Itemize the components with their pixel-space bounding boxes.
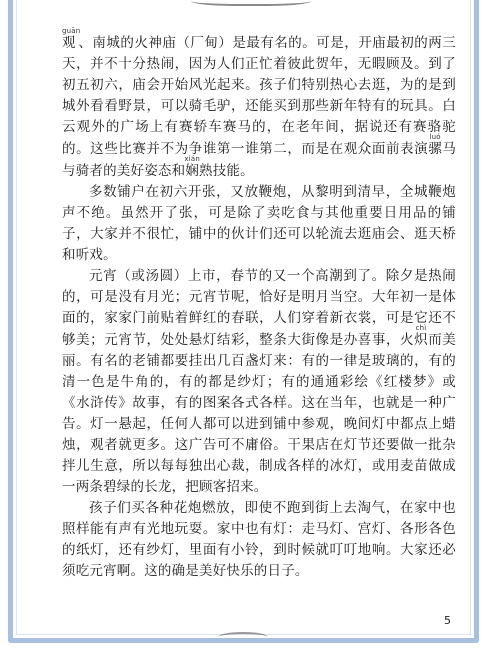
paragraph [62, 266, 456, 498]
paragraph [62, 182, 456, 266]
ruby-base: 娴 [184, 163, 200, 179]
ruby-base: 炽 [414, 332, 429, 348]
pinyin: chì [414, 324, 428, 332]
pinyin: luó [428, 133, 442, 141]
text-run: 熟技能。 [199, 163, 254, 179]
pinyin-annotated-char [62, 27, 81, 51]
paragraph [62, 27, 456, 182]
pinyin-annotated-char [184, 155, 200, 179]
pinyin: guān [62, 27, 81, 35]
page-number: 5 [444, 614, 451, 627]
ruby-base: 观 [62, 35, 81, 51]
text-run: 孩子们买各种花炮燃放，即使不跑到街上去淘气，在家中也照样能有声有光地玩耍。家中也有灯：走马灯、宫灯、各形各色的纸灯，还有纱灯，里面有小铃，到时候就叮叮地响。大家还必须吃元宵啊。这的确是美好快乐的日子。 [62, 500, 456, 579]
article-body [62, 27, 456, 582]
page-bottom-ornament [218, 632, 268, 642]
page-top-ornament [191, 0, 311, 6]
pinyin: xián [184, 155, 200, 163]
text-run: 元宵（或汤圆）上市，春节的又一个高潮到了。除夕是热闹的，可是没有月光；元宵节呢，恰好是明月当空。大年初一是体面的，家家门前贴着鲜红的春联，人们穿着新衣裳，可是它还不够美；元宵节，处处悬灯结彩，整条大街像是办喜事，火 [62, 268, 456, 348]
text-run: 马与骑者的美好姿态和 [62, 141, 457, 179]
text-run: 、南城的火神庙（厂甸）是最有名的。可是，开庙最初的两三天，并不十分热闹，因为人们正忙着彼此贺年，无暇顾及。到了初五初六，庙会开始风光起来。孩子们特别热心去逛，为的是到城外看看野景，可以骑毛驴，还能买到那些新年特有的玩具。白云观外的广场上有赛轿车赛马的，在老年间，据说还有赛骆驼的。这些比赛并不为争谁第一谁第二，而是在观众面前表演 [62, 35, 456, 157]
text-run: 多数铺户在初六开张，又放鞭炮，从黎明到清早，全城鞭炮声不绝。虽然开了张，可是除了卖吃食与其他重要日用品的铺子，大家并不很忙，铺中的伙计们还可以轮流去逛庙会、逛天桥和听戏。 [62, 184, 456, 263]
text-run: 而美丽。有名的老铺都要挂出几百盏灯来：有的一律是玻璃的，有的清一色是牛角的，有的都是纱灯；有的通通彩绘《红楼梦》或《水浒传》故事，有的图案各式各样。这在当年，也就是一种广告。灯一悬起，任何人都可以进到铺中参观，晚间灯中都点上蜡烛，观者就更多。这广告可不庸俗。干果店在灯节还要做一批杂拌儿生意，所以每每独出心裁，制成各样的冰灯，或用麦苗做成一两条碧绿的长龙，把顾客招来。 [62, 332, 457, 495]
pinyin-annotated-char [414, 324, 429, 348]
paragraph [62, 498, 456, 582]
pinyin-annotated-char [428, 133, 443, 157]
ruby-base: 骡 [428, 141, 443, 157]
